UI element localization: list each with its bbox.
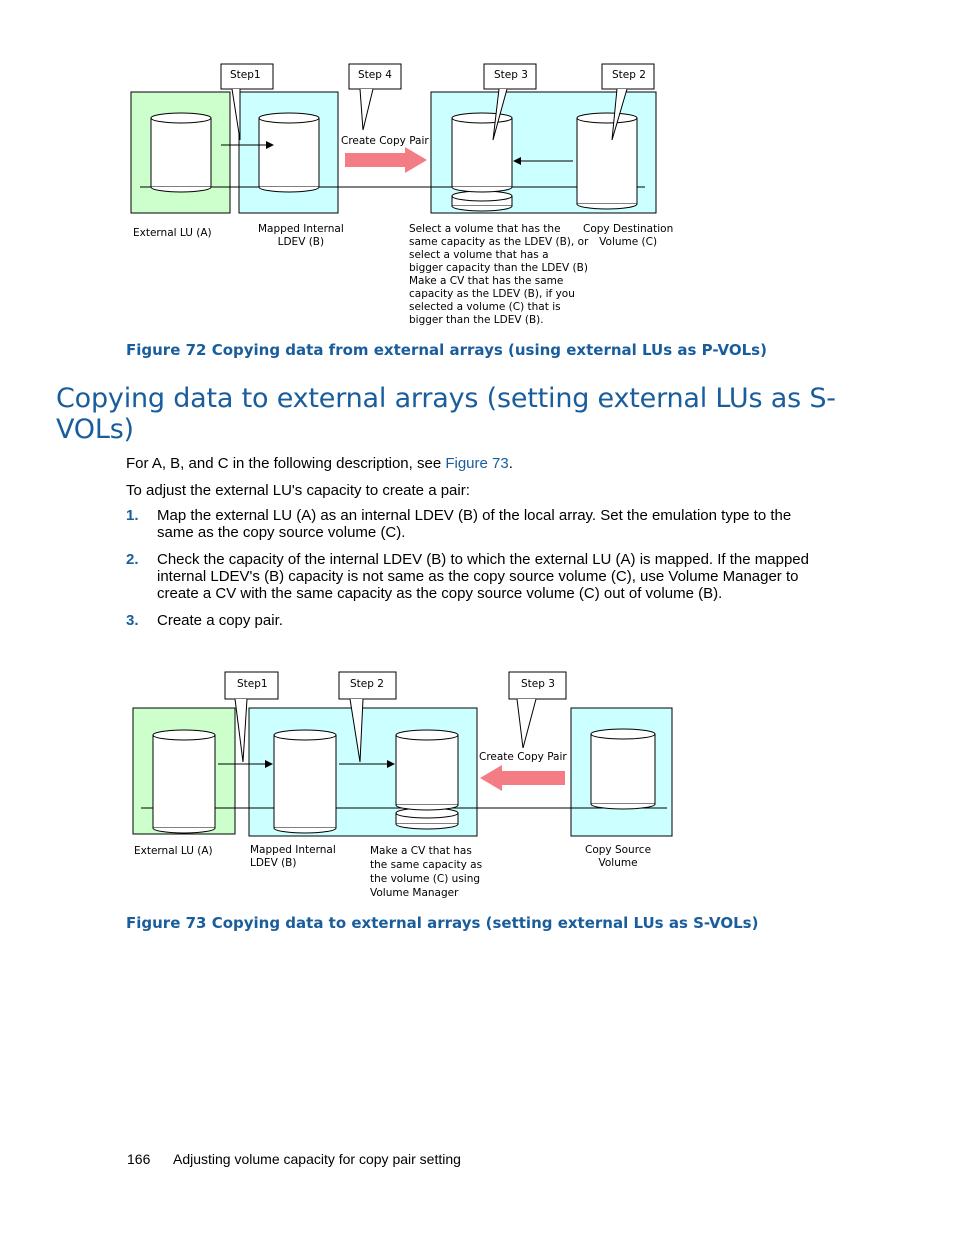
copy-source-label: Copy Source Volume xyxy=(585,844,652,869)
section-heading: Copying data to external arrays (setting external LUs as S-VOLs) xyxy=(56,383,836,445)
step-label: Step 4 xyxy=(358,69,392,81)
copy-destination-label: Copy Destination Volume (C) xyxy=(583,223,674,248)
figure-72-caption: Figure 72 Copying data from external arrays (using external LUs as P-VOLs) xyxy=(126,341,767,359)
list-item: 3. Create a copy pair. xyxy=(126,612,283,629)
list-item: 1. Map the external LU (A) as an internal LDEV (B) of the local array. Set the emulation type to the same as the copy source volume (C). xyxy=(126,507,792,541)
intro-paragraph-2: To adjust the external LU's capacity to create a pair: xyxy=(126,482,470,499)
intro-paragraph: For A, B, and C in the following description, see Figure 73. xyxy=(126,455,513,472)
mapped-ldev-label: Mapped Internal LDEV (B) xyxy=(250,844,336,869)
page-number: 166 xyxy=(127,1151,151,1167)
cylinder-a xyxy=(153,730,215,833)
cylinder-cv xyxy=(396,730,458,829)
step-label: Step1 xyxy=(237,678,268,690)
external-lu-label: External LU (A) xyxy=(133,227,212,239)
list-item: 2. Check the capacity of the internal LDEV (B) to which the external LU (A) is mapped. If the mapped internal LDEV's (B) capacity is not same as the copy source volume (C), use Volume Manager to create a CV with the same capacity as the copy source volume (C) out of volume (B). xyxy=(126,551,809,602)
figure-73-link[interactable]: Figure 73 xyxy=(445,455,509,472)
select-volume-label: Select a volume that has the same capacity as the LDEV (B), or select a volume that has a bigger capacity than the LDEV (B) Make a CV that has the same capacity as the LDEV (B), if you selected a volume (C) that is bigger than the LDEV (B). xyxy=(409,223,589,326)
external-lu-label: External LU (A) xyxy=(134,845,213,857)
step-label: Step 3 xyxy=(521,678,555,690)
mapped-ldev-label: Mapped Internal LDEV (B) xyxy=(258,223,344,248)
create-pair-arrow xyxy=(480,765,565,791)
make-cv-label: Make a CV that has the same capacity as the volume (C) using Volume Manager xyxy=(370,845,483,899)
cylinder-b xyxy=(274,730,336,833)
step-label: Step 2 xyxy=(612,69,646,81)
step-label: Step 2 xyxy=(350,678,384,690)
step-label: Step1 xyxy=(230,69,261,81)
figure-73-caption: Figure 73 Copying data to external arrays (setting external LUs as S-VOLs) xyxy=(126,914,759,932)
cylinder-c xyxy=(591,729,655,809)
step-label: Step 3 xyxy=(494,69,528,81)
create-copy-pair-label: Create Copy Pair xyxy=(341,135,429,147)
running-title: Adjusting volume capacity for copy pair setting xyxy=(173,1151,461,1167)
create-copy-pair-label: Create Copy Pair xyxy=(479,751,567,763)
